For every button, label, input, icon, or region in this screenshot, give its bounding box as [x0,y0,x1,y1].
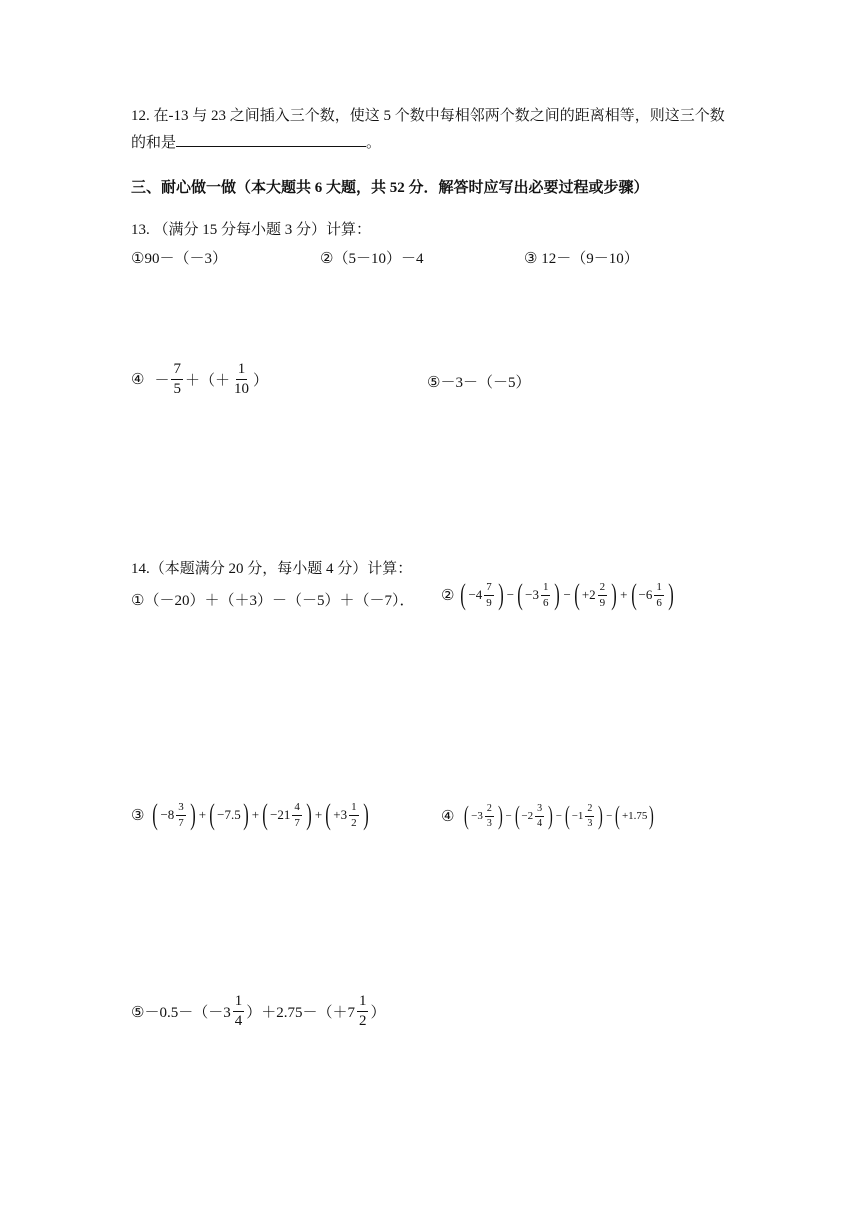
operator: ＋（＋ [184,373,230,389]
q13-part5: ⑤－3－（－5） [427,375,531,391]
q13-part2: ②（5－10）－4 [320,251,424,267]
expr-prefix: ⑤－0.5－（－3 [131,1005,231,1021]
section-heading: 三、耐心做一做（本大题共 6 大题，共 52 分．解答时应写出必要过程或步骤） [131,180,649,196]
fraction: $\frac{1}{10}$ [233,361,249,397]
q14-part3: ③ ( −8 $\frac{3}{7}$ ) + ( −7.5 ) + ( −21 $\frac{4}{7}$ ) + ( +3 $\frac{1}{2}$ ) [131,798,369,831]
answer-blank[interactable] [176,132,366,147]
q12-line1: 12. 在-13 与 23 之间插入三个数，使这 5 个数中每相邻两个数之间的距离相等，则这三个数 [131,108,725,124]
fraction: $\frac{1}{4}$ [234,993,243,1029]
q14-part5 [131,994,385,1029]
q14-part2: ② ( −4 $\frac{7}{9}$ ) − ( −3 $\frac{1}{6}$ ) − ( +2 $\frac{2}{9}$ ) + ( −6 $\frac{1}{6}$ ) [441,578,674,611]
part-label: ③ [131,807,145,824]
part-label: ④ [441,808,455,825]
q12-line2-suffix: 。 [366,135,382,151]
part-label: ④ [131,372,145,388]
fraction: $\frac{7}{5}$ [173,361,181,397]
part-label: ② [441,587,455,604]
q12-line2-prefix: 的和是 [131,135,177,151]
fraction: $\frac{1}{2}$ [358,993,367,1029]
q13-part4 [131,362,268,397]
q13-title: 13. （满分 15 分每小题 3 分）计算： [131,222,372,238]
q14-title: 14.（本题满分 20 分，每小题 4 分）计算： [131,561,413,577]
q13-part1: ①90－（－3） [131,251,227,267]
minus-sign: － [154,373,170,389]
expr-mid: ）＋2.75－（＋7 [246,1005,355,1021]
q14-part1: ①（－20）＋（＋3）－（－5）＋（－7）． [131,593,415,609]
close-paren: ） [252,373,268,389]
q14-part4: ④ ( −3 $\frac{2}{3}$ ) − ( −2 $\frac{3}{4}$ ) − ( −1 $\frac{2}{3}$ ) − ( +1.75 ) [441,801,655,830]
close-paren: ） [370,1005,386,1021]
q12-line2 [131,131,381,152]
q13-part3: ③ 12－（9－10） [524,251,639,267]
